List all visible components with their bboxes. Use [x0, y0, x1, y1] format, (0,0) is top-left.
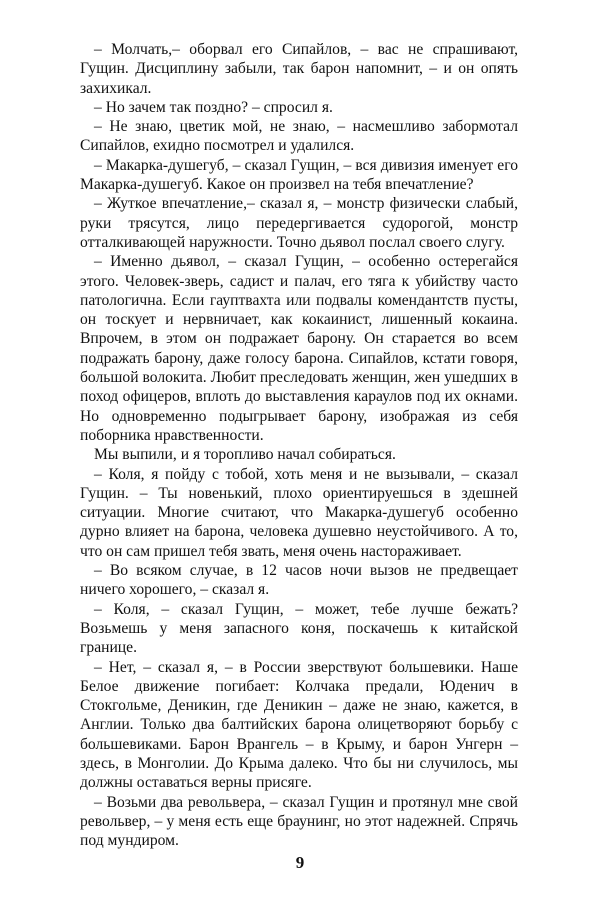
paragraph-1: – Молчать,– оборвал его Сипайлов, – вас не спрашивают, Гущин. Дисциплину забыли, так барон напомнит, – и он опять захихикал.	[80, 41, 518, 97]
paragraph-6: – Именно дьявол, – сказал Гущин, – особенно остерегайся этого. Человек-зверь, садист и палач, его тяга к убийству часто патологична. Если гауптвахта или подвалы комендантств пусты, он тоскует и нервничает, как кокаинист, лишенный кокаина. Впрочем, в этом он подражает барону. Он старается во всем подражать барону, даже голосу барона. Сипайлов, кстати говоря, большой волокита. Любит преследовать женщин, жен ушедших в поход офицеров, вплоть до выставления караулов под их окнами. Но одновременно подыгрывает барону, изображая из себя поборника нравственности.	[80, 253, 518, 444]
paragraph-5: – Жуткое впечатление,– сказал я, – монстр физически слабый, руки трясутся, лицо передергивается судорогой, монстр отталкивающей наружности. Точно дьявол послал своего слугу.	[80, 195, 518, 251]
paragraph-9: – Во всяком случае, в 12 часов ночи вызов не предвещает ничего хорошего, – сказал я.	[80, 562, 518, 599]
paragraph-11: – Нет, – сказал я, – в России зверствуют большевики. Наше Белое движение погибает: Колчака предали, Юденич в Стокгольме, Деникин, где Деникин – даже не знаю, кажется, в Англии. Только два балтийских барона олицетворяют борьбу с большевиками. Барон Врангель – в Крыму, и барон Унгерн – здесь, в Монголии. До Крыма далеко. Что бы ни случилось, мы должны оставаться верны присяге.	[80, 658, 518, 792]
text-block	[80, 40, 518, 850]
paragraph-3: – Не знаю, цветик мой, не знаю, – насмешливо забормотал Сипайлов, ехидно посмотрел и удалился.	[80, 118, 518, 155]
paragraph-4: – Макарка-душегуб, – сказал Гущин, – вся дивизия именует его Макарка-душегуб. Какое он произвел на тебя впечатление?	[80, 156, 518, 194]
page-number: 9	[295, 853, 305, 872]
paragraph-12: – Возьми два револьвера, – сказал Гущин и протянул мне свой револьвер, – у меня есть еще браунинг, но этот надежней. Спрячь под мундиром.	[80, 793, 518, 850]
paragraph-2: – Но зачем так поздно? – спросил я.	[94, 98, 333, 116]
paragraph-7: Мы выпили, и я торопливо начал собираться.	[94, 446, 396, 464]
page-body	[80, 40, 518, 850]
paragraph-8: – Коля, я пойду с тобой, хоть меня и не вызывали, – сказал Гущин. – Ты новенький, плохо ориентируешься в здешней ситуации. Многие считают, что Макарка-душегуб особенно дурно влияет на барона, человека душевно неустойчивого. А то, что он сам пришел тебя звать, меня очень настораживает.	[80, 465, 518, 560]
paragraph-10: – Коля, – сказал Гущин, – может, тебе лучше бежать? Возьмешь у меня запасного коня, поскачешь к китайской границе.	[80, 600, 518, 657]
